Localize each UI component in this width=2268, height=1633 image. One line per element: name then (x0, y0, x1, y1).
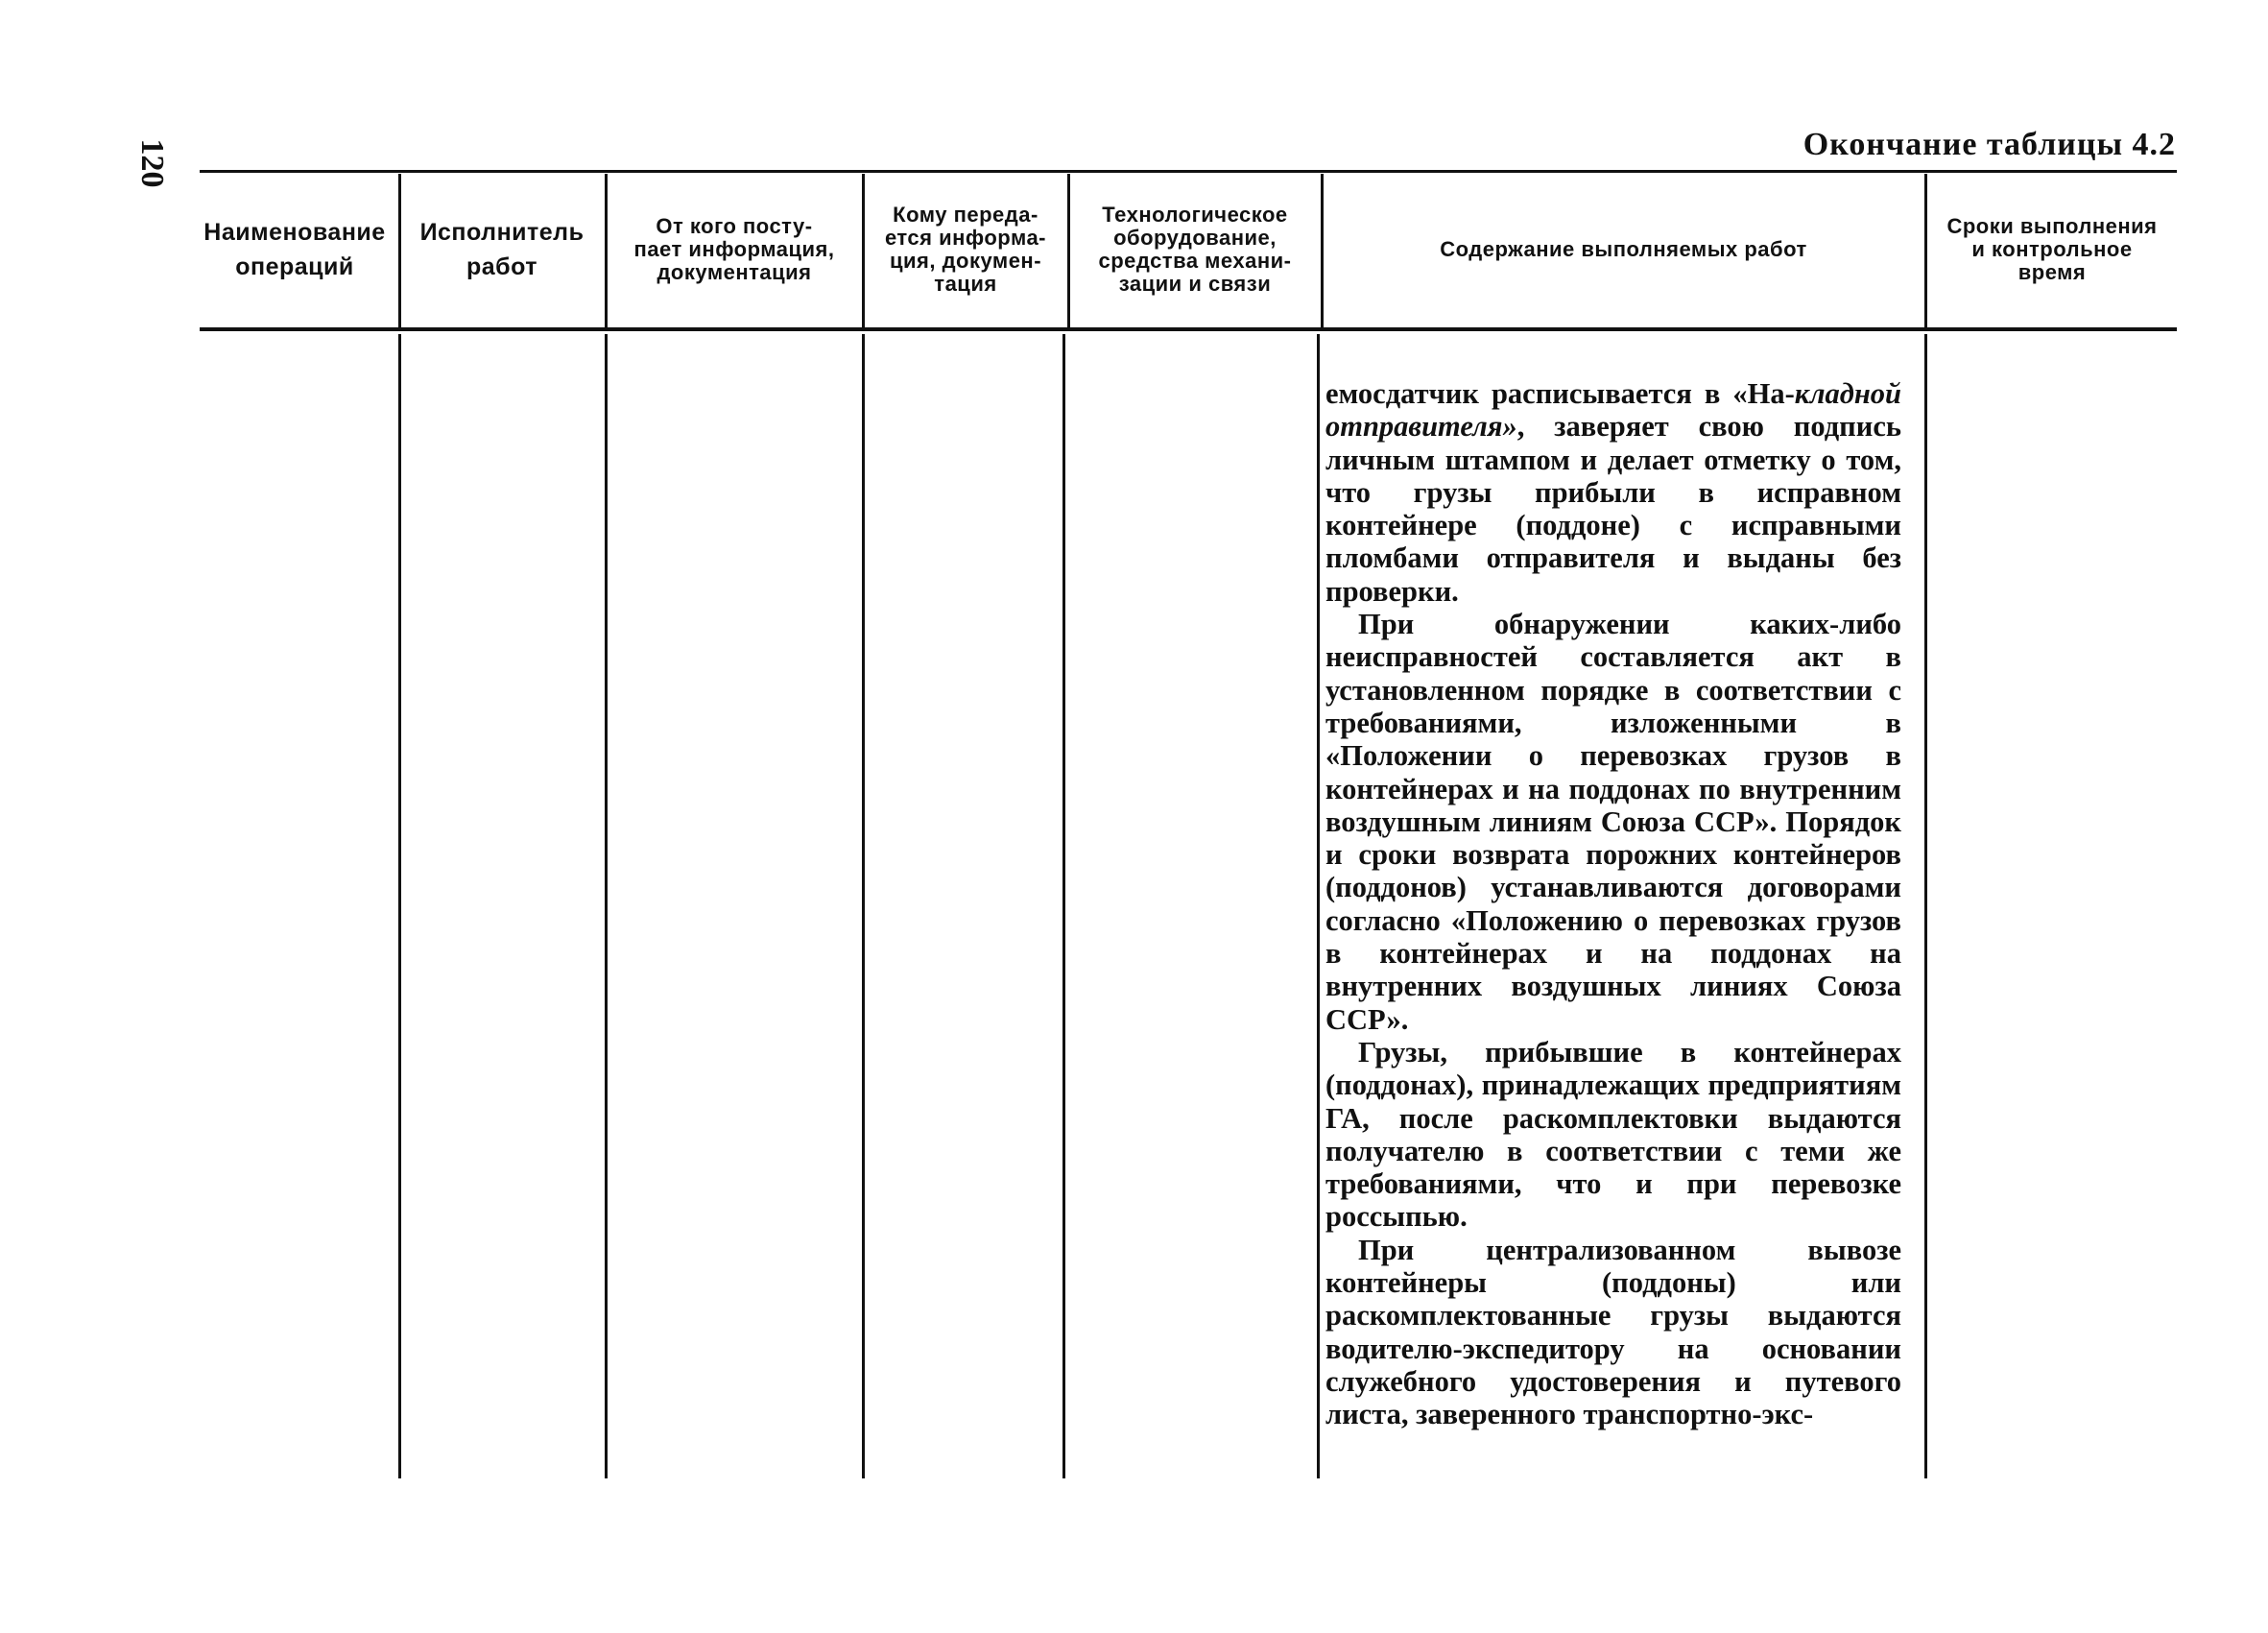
header-executor: Исполнитель работ (419, 218, 585, 280)
column-divider (862, 334, 865, 1478)
work-content-text (1325, 377, 1901, 1431)
column-divider (1317, 334, 1320, 1478)
table-header-rule (200, 327, 2177, 331)
header-info-source: От кого посту- пает информация, документация (633, 213, 835, 284)
paragraph: При централизованном вывозе контейнеры (поддоны) или раскомплектованные грузы выдаются водителю-экспедитору на основании служебного удостоверения и путевого листа, заверенного транспортно-экс- (1325, 1233, 1901, 1431)
table-caption: Окончание таблицы 4.2 (1802, 127, 2176, 162)
column-divider (1062, 334, 1065, 1478)
paragraph: Грузы, прибывшие в контейнерах (поддонах), принадлежащих предприятиям ГА, после раскомплектовки выдаются получателю в соответствии с теми же требованиями, что и при перевозке россыпью. (1325, 1035, 1901, 1234)
header-equipment: Технологическое оборудование, средства механи- зации и связи (1098, 202, 1292, 296)
paragraph: емосдатчик расписывается в «На-кладной отправителя», заверяет свою подпись личным штампом и делает отметку о том, что грузы прибыли в исправном контейнере (поддоне) с исправными пломбами отправителя и выданы без проверки. (1325, 377, 1901, 608)
column-divider (398, 334, 401, 1478)
page-number: 120 (134, 138, 170, 188)
table-top-rule (200, 170, 2177, 173)
header-work-content: Содержание выполняемых работ (1440, 236, 1807, 261)
column-divider (1924, 334, 1927, 1478)
header-operations: Наименование операций (203, 218, 386, 280)
header-info-recipient: Кому переда- ется информа- ция, докумен- тация (884, 202, 1047, 296)
paragraph: При обнаружении каких-либо неисправностей составляется акт в установленном порядке в соответствии с требованиями, изложенными в «Положении о перевозках грузов в контейнерах и на поддонах по внутренним воздушным линиям Союза ССР». Порядок и сроки возврата порожних контейнеров (поддонов) устанавливаются договорами согласно «Положению о перевозках грузов в контейнерах и на поддонах на внутренних воздушных линиях Союза ССР». (1325, 608, 1901, 1036)
column-divider (605, 334, 608, 1478)
header-deadlines: Сроки выполнения и контрольное время (1946, 213, 2158, 284)
